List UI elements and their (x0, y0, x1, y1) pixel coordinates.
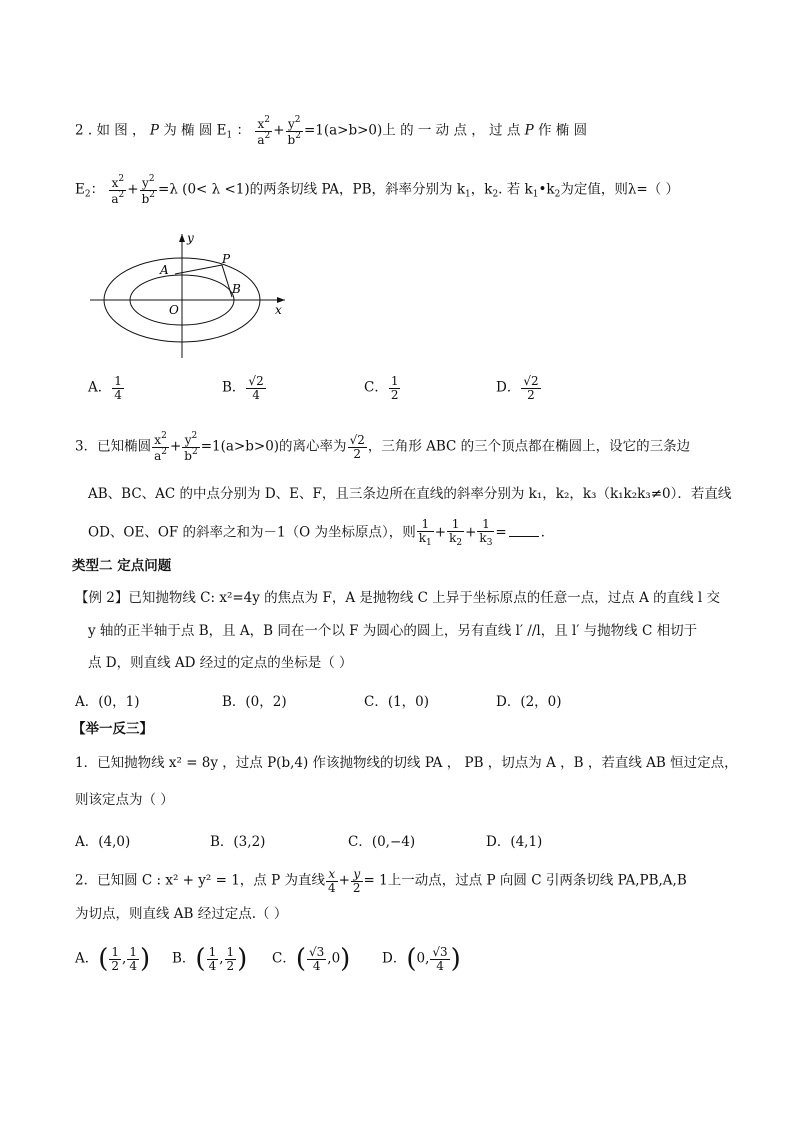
ex2-line2: y 轴的正半轴于点 B，且 A，B 同在一个以 F 为圆心的圆上，另有直线 l′ //l，且 l′ 与抛物线 C 相切于 (88, 623, 698, 639)
label-P: P (222, 252, 231, 266)
q1-line1: 1．已知抛物线 x² = 8y ，过点 P(b,4) 作该抛物线的切线 PA ， PB ，切点为 A ，B ，若直线 AB 恒过定点， (75, 755, 738, 771)
q2-line2: 为切点，则直线 AB 经过定点.（ ） (75, 906, 288, 922)
label-A: A (160, 263, 169, 277)
p2-line2: $E_2$： $\frac{x^2}{a^2}$ + $\frac{y^2}{b^2}$ =λ (0< λ <1)的两条切线 PA，PB，斜率分别为 $k_1$，$k_2$. 若 $k_1•k_2$为定值，则λ=（ ） (75, 174, 680, 206)
q1-option-b[interactable]: B．(3,2) (210, 834, 266, 850)
label-B: B (232, 282, 241, 296)
p2-option-c[interactable]: C． $\frac{1}{2}$ (364, 374, 399, 402)
ex2-option-c[interactable]: C．(1，0) (364, 694, 430, 710)
section-heading-type2: 类型二 定点问题 (72, 558, 172, 574)
ex2-option-a[interactable]: A．(0，1) (75, 694, 140, 710)
p2-option-b[interactable]: B． $\frac{√2}{4}$ (222, 374, 264, 402)
q1-option-d[interactable]: D．(4,1) (486, 834, 543, 850)
p3-line3: OD、OE、OF 的斜率之和为－1（O 为坐标原点），则 $\frac{1}{k_1}$ + $\frac{1}{k_2}$ + $\frac{1}{k_3}$ = ． (88, 517, 555, 548)
q2-line1: 2．已知圆 C : x² + y² = 1，点 P 为直线 $\frac{x}{4}$ + $\frac{y}{2}$ = 1上一动点，过点 P 向圆 C 引两条切线 PA,PB,A,B (75, 867, 687, 895)
ex2-line3: 点 D，则直线 AD 经过的定点的坐标是（ ） (88, 655, 353, 671)
p2-option-d[interactable]: D． $\frac{√2}{2}$ (496, 374, 539, 402)
ellipse-x-frac: $\frac{x^2}{a^2}$ (257, 115, 271, 147)
y-arrow (179, 234, 185, 242)
p2-line1: 2 . 如 图 ， P 为 椭 圆 $E_1$ ： $\frac{x^2}{a^2}$ + $\frac{y^2}{b^2}$ =1(a>b>0)上 的 一 动 点 ， 过 点 P 作 椭 圆 (75, 115, 588, 147)
q1-line2: 则该定点为（ ） (75, 792, 174, 808)
label-x: x (275, 303, 282, 317)
ellipse-figure (85, 228, 295, 363)
ex2-line1: 【例 2】已知抛物线 C: x²=4y 的焦点为 F，A 是抛物线 C 上异于坐标原点的任意一点，过点 A 的直线 l 交 (75, 590, 721, 606)
label-O: O (169, 303, 179, 317)
ellipse-y-frac: $\frac{y^2}{b^2}$ (287, 115, 301, 147)
p3-line2: AB、BC、AC 的中点分别为 D、E、F，且三条边所在直线的斜率分别为 k₁，k₂，k₃（k₁k₂k₃≠0）．若直线 (88, 486, 732, 502)
label-y: y (187, 231, 194, 245)
ex2-option-d[interactable]: D．(2，0) (496, 694, 562, 710)
ex2-option-b[interactable]: B．(0，2) (222, 694, 287, 710)
p3-line1: 3．已知椭圆 $\frac{x^2}{a^2}$ + $\frac{y^2}{b^2}$ =1(a>b>0)的离心率为 $\frac{√2}{2}$ ，三角形 ABC 的三个顶点都在椭圆上，设它的三条边 (75, 431, 691, 463)
q2-option-c[interactable]: C．( $\frac{√3}{4}$ ,0) (272, 944, 351, 974)
q1-option-a[interactable]: A．(4,0) (75, 834, 131, 850)
q2-option-b[interactable]: B．( $\frac{1}{4}$ , $\frac{1}{2}$ ) (172, 944, 248, 974)
q1-option-c[interactable]: C．(0,−4) (348, 834, 416, 850)
answer-blank[interactable] (509, 536, 539, 537)
section-heading-practice: 【举一反三】 (72, 721, 153, 737)
tangent-PB (222, 265, 232, 297)
p2-option-a[interactable]: A． $\frac{1}{4}$ (88, 374, 122, 402)
q2-option-a[interactable]: A．( $\frac{1}{2}$ , $\frac{1}{4}$ ) (75, 944, 151, 974)
q2-option-d[interactable]: D．(0, $\frac{√3}{4}$ ) (382, 944, 461, 974)
